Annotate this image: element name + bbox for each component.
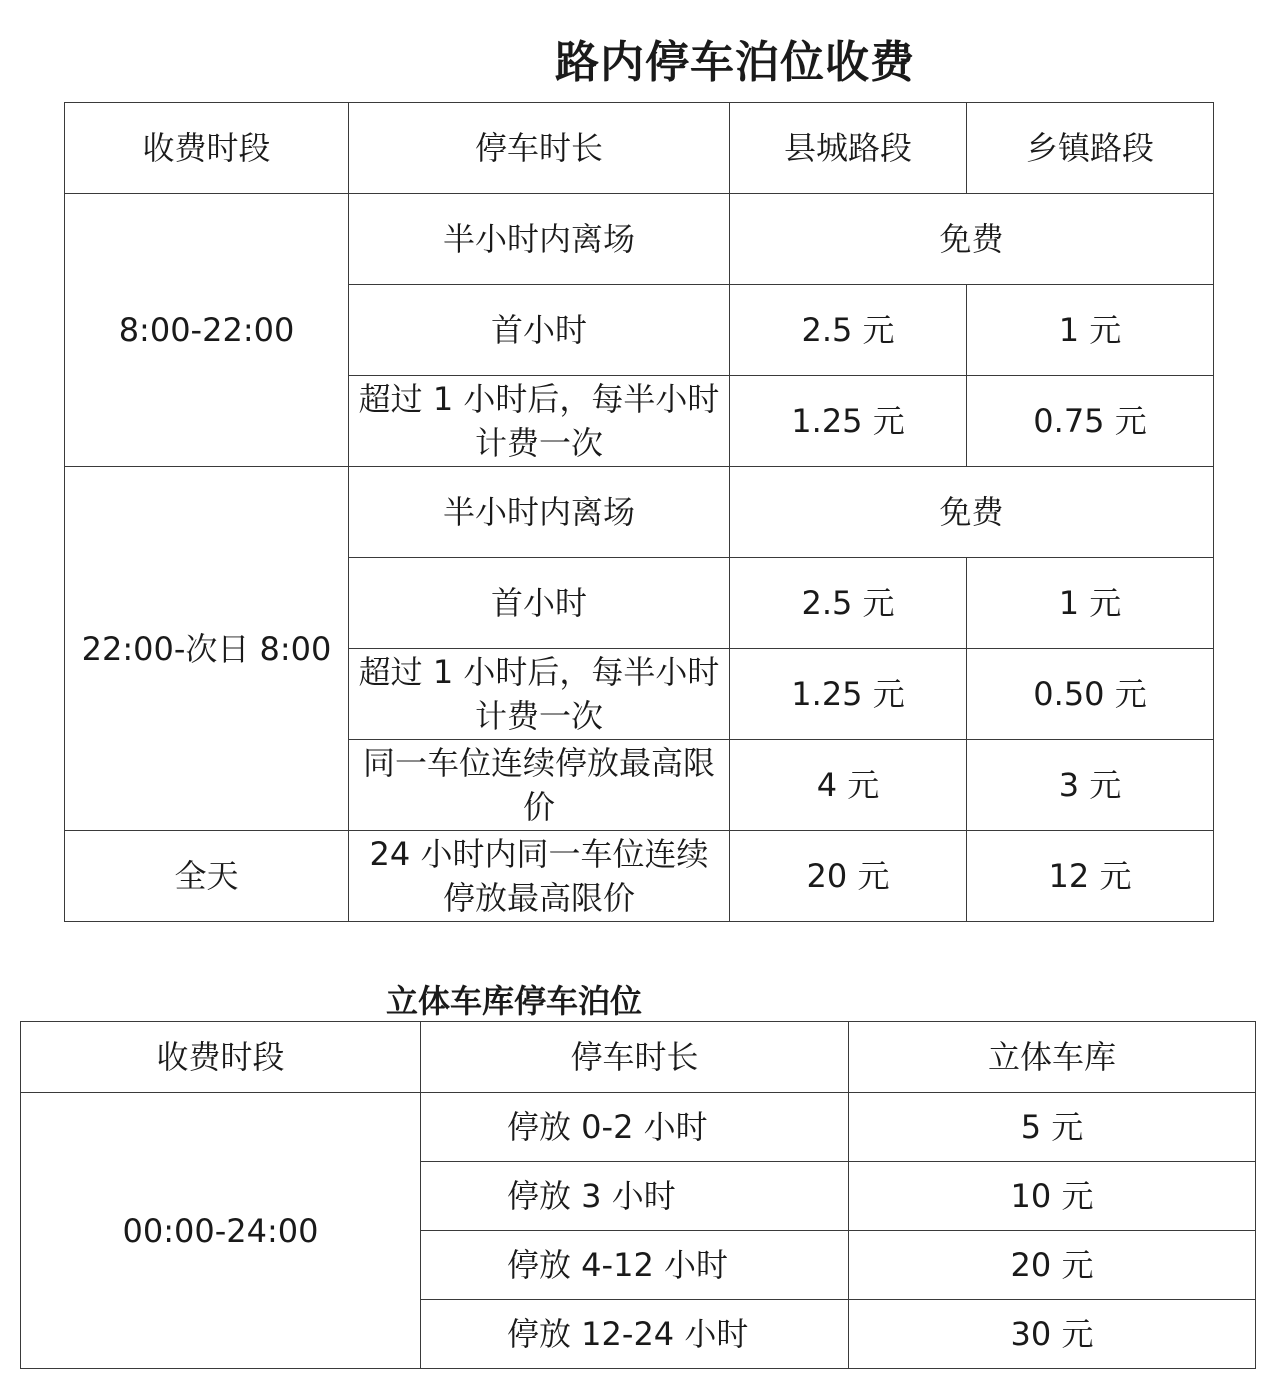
town-price-cell: 0.50 元 — [967, 649, 1214, 740]
header-period: 收费时段 — [65, 103, 349, 194]
header-garage: 立体车库 — [849, 1022, 1256, 1093]
period-cell-night: 22:00-次日 8:00 — [65, 467, 349, 831]
county-price-cell: 2.5 元 — [730, 285, 967, 376]
town-price-cell: 1 元 — [967, 285, 1214, 376]
period-cell-day: 8:00-22:00 — [65, 194, 349, 467]
duration-cell: 24 小时内同一车位连续停放最高限价 — [349, 831, 730, 922]
county-price-cell: 2.5 元 — [730, 558, 967, 649]
duration-cell: 首小时 — [349, 558, 730, 649]
town-price-cell: 3 元 — [967, 740, 1214, 831]
duration-cell: 同一车位连续停放最高限价 — [349, 740, 730, 831]
duration-cell: 停放 0-2 小时 — [421, 1093, 849, 1162]
duration-cell: 超过 1 小时后，每半小时计费一次 — [349, 649, 730, 740]
table-row — [65, 467, 1214, 558]
garage-parking-fee-table — [20, 1021, 1256, 1369]
price-cell: 5 元 — [849, 1093, 1256, 1162]
price-cell: 30 元 — [849, 1300, 1256, 1369]
free-cell: 免费 — [730, 467, 1214, 558]
duration-cell: 半小时内离场 — [349, 467, 730, 558]
county-price-cell: 20 元 — [730, 831, 967, 922]
town-price-cell: 1 元 — [967, 558, 1214, 649]
duration-cell: 超过 1 小时后，每半小时计费一次 — [349, 376, 730, 467]
table-row — [65, 831, 1214, 922]
free-cell: 免费 — [730, 194, 1214, 285]
duration-cell: 停放 3 小时 — [421, 1162, 849, 1231]
header-duration: 停车时长 — [349, 103, 730, 194]
header-period: 收费时段 — [21, 1022, 421, 1093]
duration-cell: 停放 12-24 小时 — [421, 1300, 849, 1369]
table-header-row — [21, 1022, 1256, 1093]
header-town-road: 乡镇路段 — [967, 103, 1214, 194]
table-header-row — [65, 103, 1214, 194]
price-cell: 20 元 — [849, 1231, 1256, 1300]
county-price-cell: 4 元 — [730, 740, 967, 831]
garage-section-title: 立体车库停车泊位 — [386, 982, 643, 1020]
table-row — [21, 1093, 1256, 1162]
duration-cell: 首小时 — [349, 285, 730, 376]
page-title: 路内停车泊位收费 — [555, 37, 915, 88]
county-price-cell: 1.25 元 — [730, 376, 967, 467]
town-price-cell: 0.75 元 — [967, 376, 1214, 467]
header-duration: 停车时长 — [421, 1022, 849, 1093]
duration-cell: 半小时内离场 — [349, 194, 730, 285]
county-price-cell: 1.25 元 — [730, 649, 967, 740]
price-cell: 10 元 — [849, 1162, 1256, 1231]
town-price-cell: 12 元 — [967, 831, 1214, 922]
period-cell: 00:00-24:00 — [21, 1093, 421, 1369]
period-cell-allday: 全天 — [65, 831, 349, 922]
street-parking-fee-table — [64, 102, 1214, 922]
header-county-road: 县城路段 — [730, 103, 967, 194]
duration-cell: 停放 4-12 小时 — [421, 1231, 849, 1300]
table-row — [65, 194, 1214, 285]
